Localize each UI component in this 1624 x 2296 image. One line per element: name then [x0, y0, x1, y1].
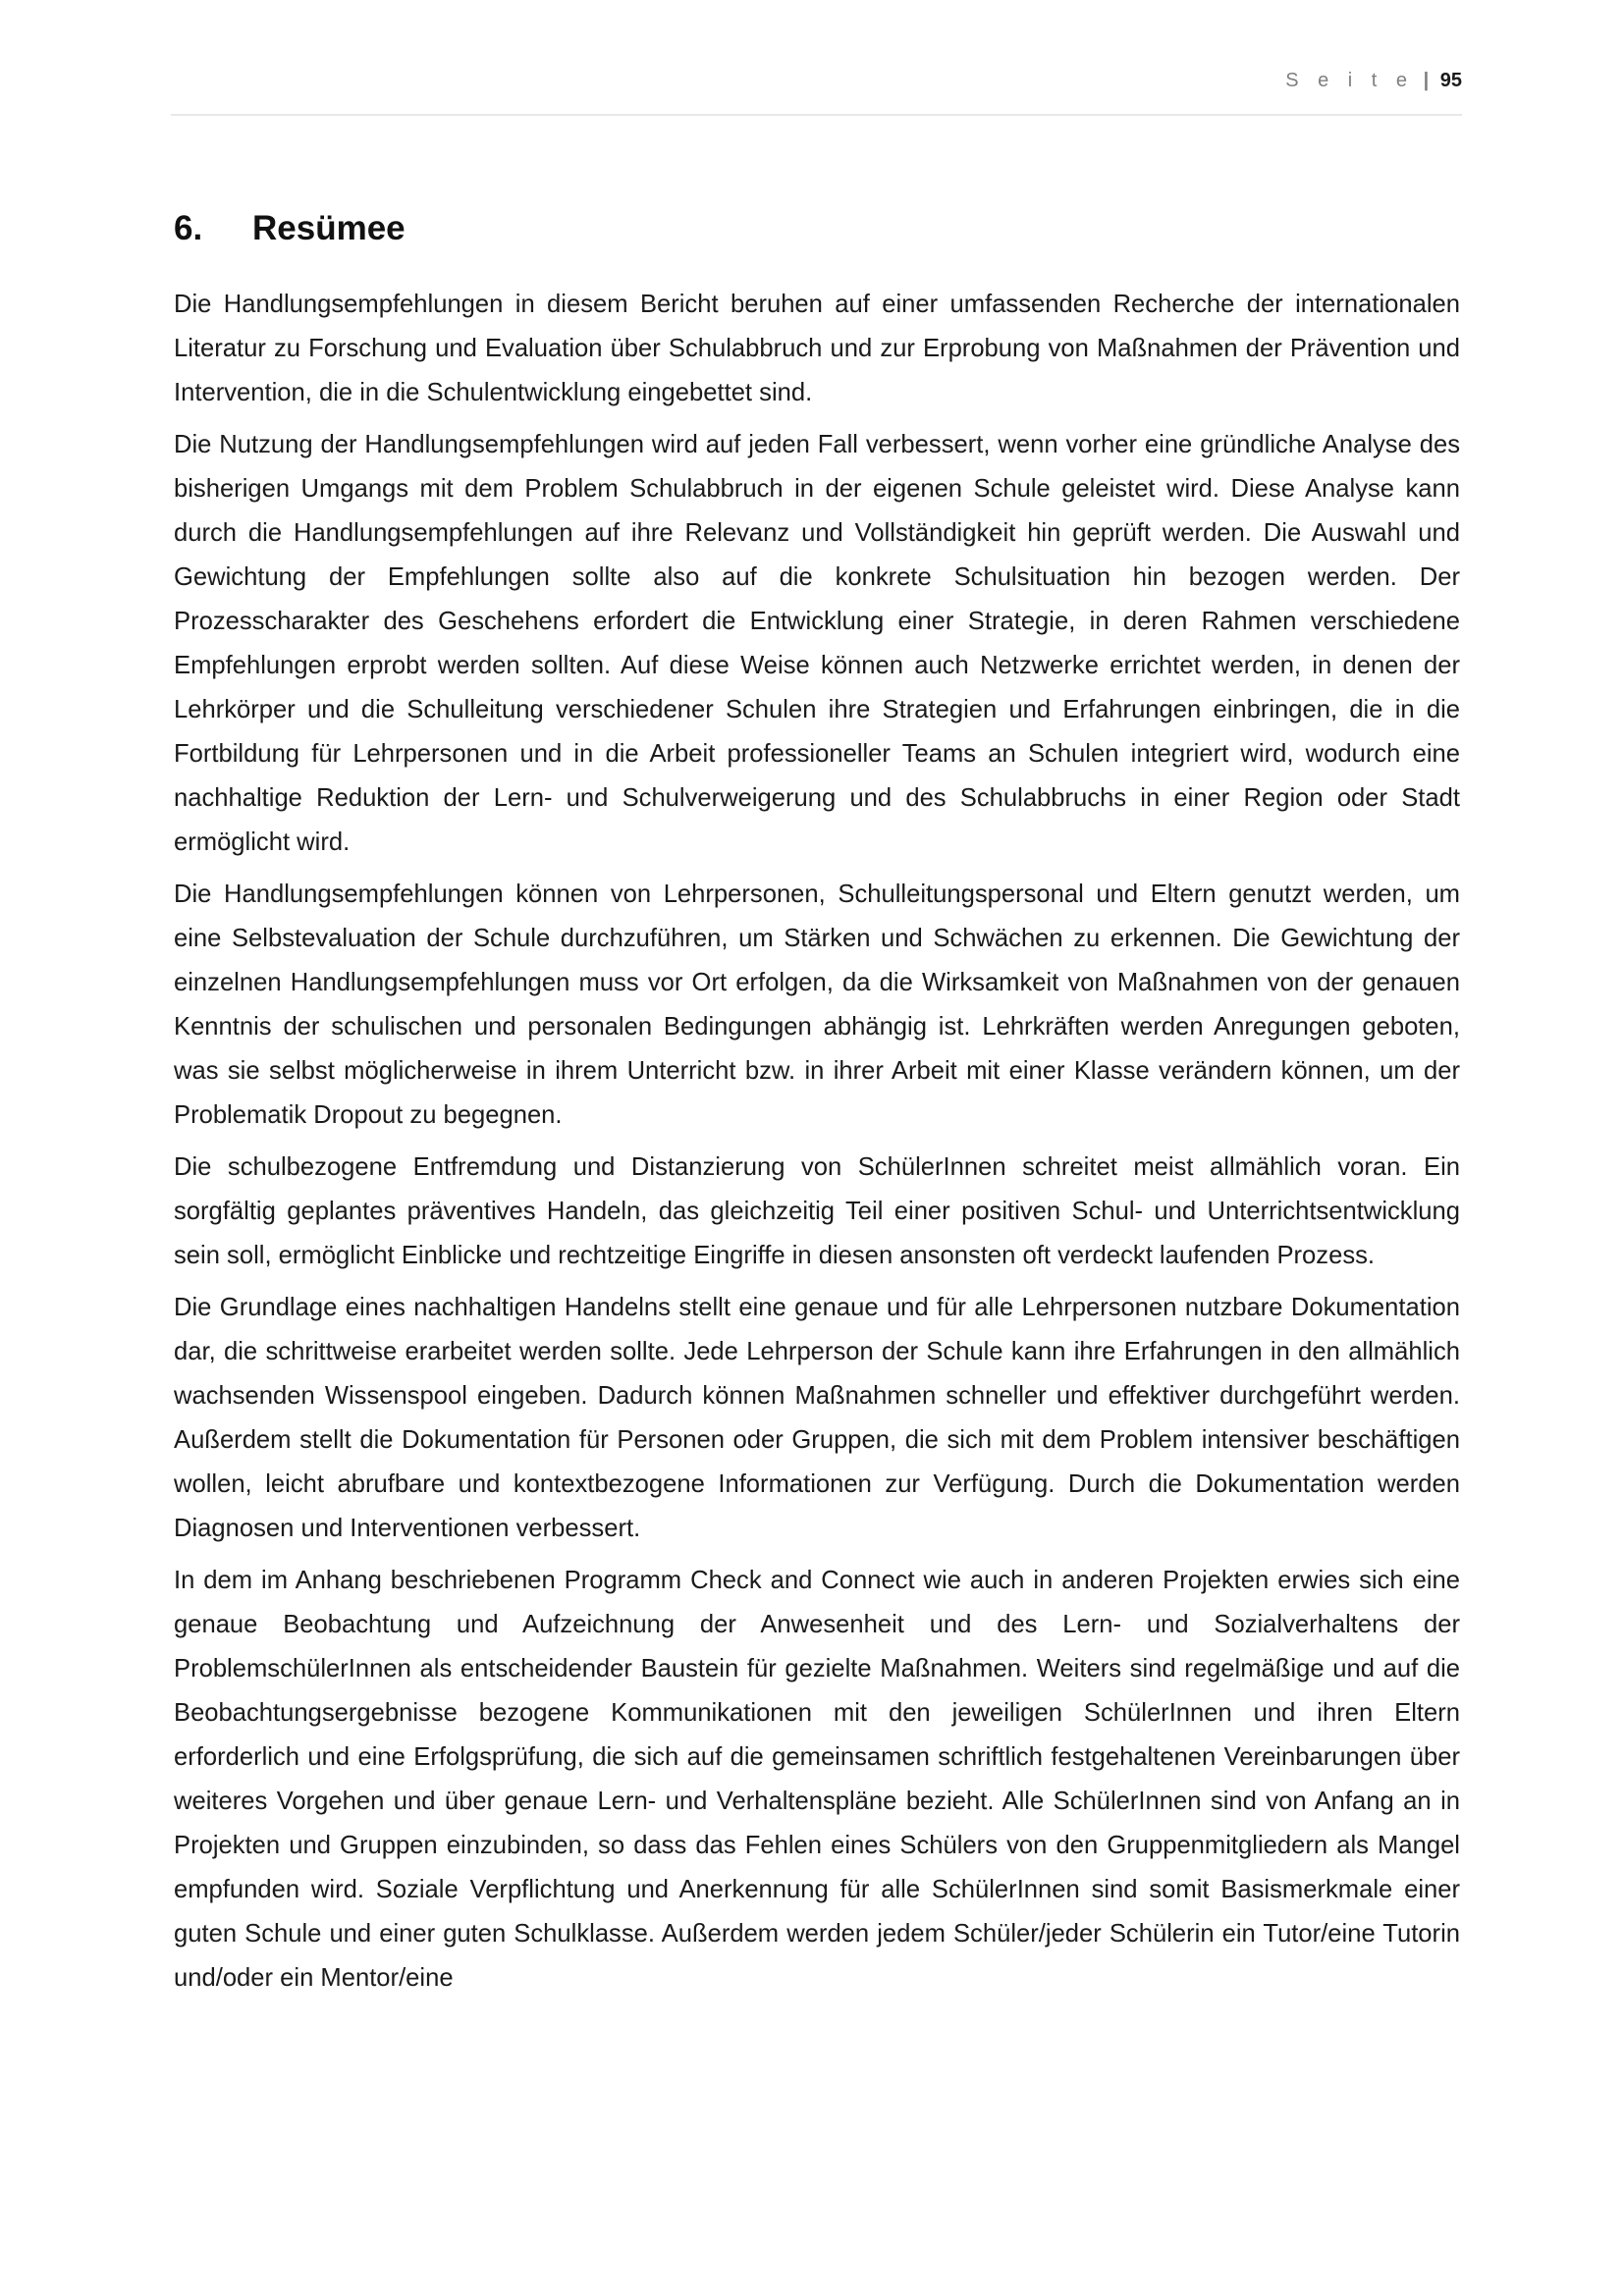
page-label: S e i t e: [1285, 70, 1415, 91]
page-separator: |: [1423, 70, 1430, 91]
paragraph-analysis: Die Nutzung der Handlungsempfehlungen wird auf jeden Fall verbessert, wenn vorher eine gründliche Analyse des bisherigen Umgangs mit dem Problem Schulabbruch in der eigenen Schule geleistet wird. Diese Analyse kann durch die Handlungsempfehlungen auf ihre Relevanz und Vollständigkeit hin geprüft werden. Die Auswahl und Gewichtung der Empfehlungen sollte also auf die konkrete Schulsituation hin bezogen werden. Der Prozesscharakter des Geschehens erfordert die Entwicklung einer Strategie, in deren Rahmen verschiedene Empfehlungen erprobt werden sollten. Auf diese Weise können auch Netzwerke errichtet werden, in denen der Lehrkörper und die Schulleitung verschiedener Schulen ihre Strategien und Erfahrungen einbringen, die in die Fortbildung für Lehrpersonen und in die Arbeit professioneller Teams an Schulen integriert wird, wodurch eine nachhaltige Reduktion der Lern- und Schulverweigerung und des Schulabbruchs in einer Region oder Stadt ermöglicht wird.: [174, 431, 1460, 856]
section-title: Resümee: [252, 209, 406, 247]
paragraph-documentation: Die Grundlage eines nachhaltigen Handelns stellt eine genaue und für alle Lehrpersonen nutzbare Dokumentation dar, die schrittweise erarbeitet werden sollte. Jede Lehrperson der Schule kann ihre Erfahrungen in den allmählich wachsenden Wissenspool eingeben. Dadurch können Maßnahmen schneller und effektiver durchgeführt werden. Außerdem stellt die Dokumentation für Personen oder Gruppen, die sich mit dem Problem intensiver beschäftigen wollen, leicht abrufbare und kontextbezogene Informationen zur Verfügung. Durch die Dokumentation werden Diagnosen und Interventionen verbessert.: [174, 1294, 1460, 1542]
section-heading: [174, 206, 1460, 251]
page-number: 95: [1439, 70, 1462, 91]
paragraph-check-and-connect: In dem im Anhang beschriebenen Programm Check and Connect wie auch in anderen Projekten erwies sich eine genaue Beobachtung und Aufzeichnung der Anwesenheit und des Lern- und Sozialverhaltens der ProblemschülerInnen als entscheidender Baustein für gezielte Maßnahmen. Weiters sind regelmäßige und auf die Beobachtungsergebnisse bezogene Kommunikationen mit den jeweiligen SchülerInnen und ihren Eltern erforderlich und eine Erfolgsprüfung, die sich auf die gemeinsamen schriftlich festgehaltenen Vereinbarungen über weiteres Vorgehen und über genaue Lern- und Verhaltenspläne bezieht. Alle SchülerInnen sind von Anfang an in Projekten und Gruppen einzubinden, so dass das Fehlen eines Schülers von den Gruppenmitgliedern als Mangel empfunden wird. Soziale Verpflichtung und Anerkennung für alle SchülerInnen sind somit Basismerkmale einer guten Schule und einer guten Schulklasse. Außerdem werden jedem Schüler/jeder Schülerin ein Tutor/eine Tutorin und/oder ein Mentor/eine: [174, 1567, 1460, 1992]
page-content: [174, 206, 1460, 2008]
page-header: [171, 67, 1462, 116]
paragraph-self-evaluation: Die Handlungsempfehlungen können von Lehrpersonen, Schulleitungspersonal und Eltern genutzt werden, um eine Selbstevaluation der Schule durchzuführen, um Stärken und Schwächen zu erkennen. Die Gewichtung der einzelnen Handlungsempfehlungen muss vor Ort erfolgen, da die Wirksamkeit von Maßnahmen von der genauen Kenntnis der schulischen und personalen Bedingungen abhängig ist. Lehrkräften werden Anregungen geboten, was sie selbst möglicherweise in ihrem Unterricht bzw. in ihrer Arbeit mit einer Klasse verändern können, um der Problematik Dropout zu begegnen.: [174, 881, 1460, 1129]
section-number: 6.: [174, 209, 203, 247]
paragraph-intro: Die Handlungsempfehlungen in diesem Bericht beruhen auf einer umfassenden Recherche der internationalen Literatur zu Forschung und Evaluation über Schulabbruch und zur Erprobung von Maßnahmen der Prävention und Intervention, die in die Schulentwicklung eingebettet sind.: [174, 291, 1460, 406]
page-number-block: [1285, 69, 1462, 92]
paragraph-prevention: Die schulbezogene Entfremdung und Distanzierung von SchülerInnen schreitet meist allmählich voran. Ein sorgfältig geplantes präventives Handeln, das gleichzeitig Teil einer positiven Schul- und Unterrichtsentwicklung sein soll, ermöglicht Einblicke und rechtzeitige Eingriffe in diesen ansonsten oft verdeckt laufenden Prozess.: [174, 1153, 1460, 1269]
